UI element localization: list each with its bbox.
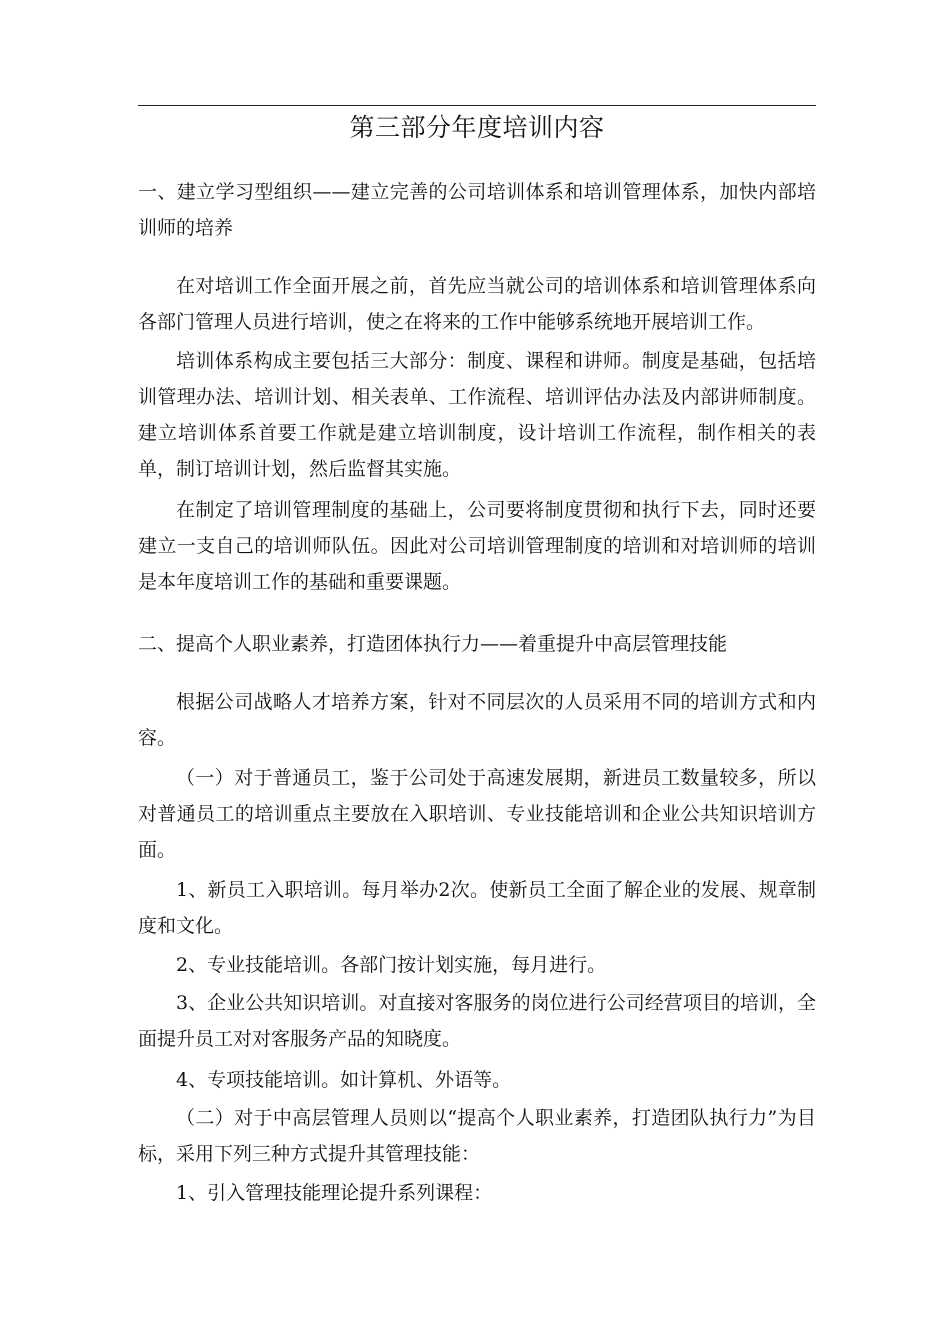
paragraph: 1、引入管理技能理论提升系列课程： <box>176 1182 493 1204</box>
paragraph: （一）对于普通员工，鉴于公司处于高速发展期，新进员工数量较多，所以对普通员工的培训重点主要放在入职培训、专业技能培训和企业公共知识培训方面。 <box>138 767 816 861</box>
paragraph: 3、企业公共知识培训。对直接对客服务的岗位进行公司经营项目的培训，全面提升员工对对客服务产品的知晓度。 <box>138 992 816 1050</box>
paragraph: 1、新员工入职培训。每月举办2次。使新员工全面了解企业的发展、规章制度和文化。 <box>138 879 816 937</box>
paragraph: 在对培训工作全面开展之前，首先应当就公司的培训体系和培训管理体系向各部门管理人员进行培训，使之在将来的工作中能够系统地开展培训工作。 <box>138 275 816 333</box>
paragraph: 2、专业技能培训。各部门按计划实施，每月进行。 <box>176 954 607 976</box>
section-heading-1: 一、建立学习型组织——建立完善的公司培训体系和培训管理体系，加快内部培训师的培养 <box>138 181 816 239</box>
paragraph: （二）对于中高层管理人员则以“提高个人职业素养，打造团队执行力”为目标，采用下列三种方式提升其管理技能： <box>138 1107 816 1165</box>
paragraph: 培训体系构成主要包括三大部分：制度、课程和讲师。制度是基础，包括培训管理办法、培训计划、相关表单、工作流程、培训评估办法及内部讲师制度。建立培训体系首要工作就是建立培训制度，设计培训工作流程，制作相关的表单，制订培训计划，然后监督其实施。 <box>138 350 816 480</box>
header-rule <box>138 105 816 106</box>
paragraph: 根据公司战略人才培养方案，针对不同层次的人员采用不同的培训方式和内容。 <box>138 691 816 749</box>
paragraph: 在制定了培训管理制度的基础上，公司要将制度贯彻和执行下去，同时还要建立一支自己的培训师队伍。因此对公司培训管理制度的培训和对培训师的培训是本年度培训工作的基础和重要课题。 <box>138 499 816 593</box>
page-title: 第三部分年度培训内容 <box>349 113 605 142</box>
section-heading-2: 二、提高个人职业素养，打造团体执行力——着重提升中高层管理技能 <box>138 633 728 655</box>
document-page <box>138 0 816 1344</box>
paragraph: 4、专项技能培训。如计算机、外语等。 <box>176 1069 512 1091</box>
